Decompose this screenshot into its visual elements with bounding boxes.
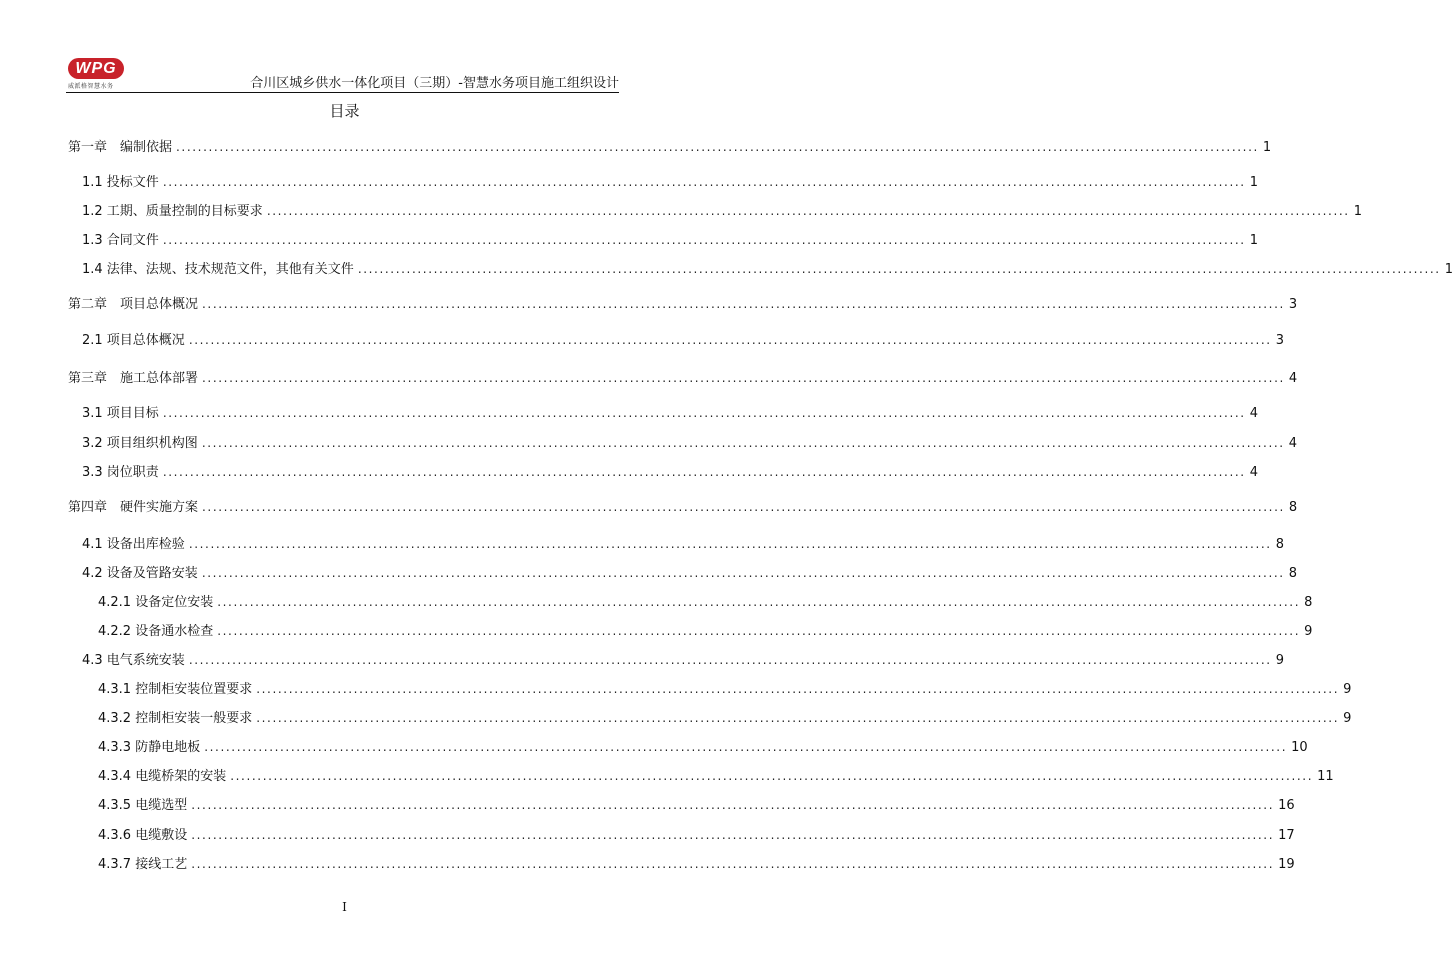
logo-subtext: 威派格智慧水务 <box>68 84 114 90</box>
toc-dot-leader: ........................................................................................................................................................................................................ <box>201 566 1285 580</box>
toc-entry-label: 4.3.4 电缆桥架的安装 <box>98 769 227 784</box>
toc-dot-leader: ........................................................................................................................................................................................................ <box>191 828 1275 842</box>
toc-entry[interactable] <box>82 434 1297 452</box>
toc-entry-page: 8 <box>1275 537 1284 552</box>
toc-entry-page: 8 <box>1288 500 1298 515</box>
toc-entry-page: 11 <box>1317 769 1334 784</box>
toc-dot-leader: ........................................................................................................................................................................................................ <box>202 297 1285 311</box>
toc-dot-leader: ........................................................................................................................................................................................................ <box>266 204 1350 218</box>
toc-entry-page: 9 <box>1343 711 1352 726</box>
toc-entry-label: 1.1 投标文件 <box>82 175 159 190</box>
toc-entry[interactable] <box>82 260 1453 278</box>
toc-entry-label: 第二章 项目总体概况 <box>68 297 199 312</box>
toc-entry-page: 1 <box>1262 140 1272 155</box>
toc-entry[interactable] <box>82 651 1284 669</box>
toc-entry[interactable] <box>82 331 1284 349</box>
toc-entry-label: 1.4 法律、法规、技术规范文件，其他有关文件 <box>82 262 354 277</box>
toc-dot-leader: ........................................................................................................................................................................................................ <box>188 653 1272 667</box>
toc-dot-leader: ........................................................................................................................................................................................................ <box>357 262 1441 276</box>
toc-entry-label: 4.3 电气系统安装 <box>82 653 185 668</box>
toc-dot-leader: ........................................................................................................................................................................................................ <box>202 371 1285 385</box>
toc-entry[interactable] <box>68 369 1298 387</box>
toc-entry-page: 1 <box>1353 204 1362 219</box>
toc-dot-leader: ........................................................................................................................................................................................................ <box>256 682 1340 696</box>
toc-entry-label: 4.3.6 电缆敷设 <box>98 828 188 843</box>
toc-entry[interactable] <box>98 738 1308 756</box>
toc-entry-label: 4.2.2 设备通水检查 <box>98 624 214 639</box>
toc-entry[interactable] <box>82 404 1258 422</box>
toc-entry[interactable] <box>98 622 1313 640</box>
toc-entry-label: 1.3 合同文件 <box>82 233 159 248</box>
toc-dot-leader: ........................................................................................................................................................................................................ <box>217 595 1301 609</box>
toc-entry[interactable] <box>98 767 1334 785</box>
toc-entry[interactable] <box>82 231 1258 249</box>
toc-entry-page: 4 <box>1288 436 1297 451</box>
toc-dot-leader: ........................................................................................................................................................................................................ <box>162 233 1246 247</box>
toc-dot-leader: ........................................................................................................................................................................................................ <box>191 798 1275 812</box>
toc-entry-label: 第四章 硬件实施方案 <box>68 500 199 515</box>
toc-dot-leader: ........................................................................................................................................................................................................ <box>230 769 1314 783</box>
toc-entry-page: 4 <box>1288 371 1298 386</box>
toc-entry-label: 4.3.7 接线工艺 <box>98 857 188 872</box>
toc-dot-leader: ........................................................................................................................................................................................................ <box>204 740 1288 754</box>
toc-entry-label: 4.3.1 控制柜安装位置要求 <box>98 682 253 697</box>
toc-entry[interactable] <box>98 855 1295 873</box>
toc-dot-leader: ........................................................................................................................................................................................................ <box>176 140 1259 154</box>
page-header <box>66 58 619 93</box>
toc-entry-page: 1 <box>1444 262 1453 277</box>
toc-entry-page: 1 <box>1249 233 1258 248</box>
toc-entry[interactable] <box>82 535 1284 553</box>
toc-entry-label: 4.2 设备及管路安装 <box>82 566 198 581</box>
toc-entry[interactable] <box>82 173 1258 191</box>
toc-entry-page: 17 <box>1278 828 1295 843</box>
toc-dot-leader: ........................................................................................................................................................................................................ <box>162 406 1246 420</box>
toc-dot-leader: ........................................................................................................................................................................................................ <box>201 436 1285 450</box>
toc-entry-label: 4.3.3 防静电地板 <box>98 740 201 755</box>
company-logo <box>68 58 128 90</box>
toc-entry-page: 9 <box>1304 624 1313 639</box>
toc-entry-page: 8 <box>1288 566 1297 581</box>
toc-dot-leader: ........................................................................................................................................................................................................ <box>188 537 1272 551</box>
toc-entry-page: 9 <box>1275 653 1284 668</box>
page-number: I <box>342 900 347 914</box>
toc-entry[interactable] <box>68 498 1298 516</box>
toc-entry-label: 3.2 项目组织机构图 <box>82 436 198 451</box>
toc-entry-label: 第三章 施工总体部署 <box>68 371 199 386</box>
toc-entry-page: 3 <box>1288 297 1298 312</box>
toc-entry[interactable] <box>98 709 1352 727</box>
toc-entry[interactable] <box>82 564 1297 582</box>
toc-title: 目录 <box>329 102 360 120</box>
toc-entry-label: 3.1 项目目标 <box>82 406 159 421</box>
toc-entry-page: 3 <box>1275 333 1284 348</box>
toc-entry-label: 1.2 工期、质量控制的目标要求 <box>82 204 263 219</box>
toc-dot-leader: ........................................................................................................................................................................................................ <box>202 500 1285 514</box>
toc-entry-label: 4.2.1 设备定位安装 <box>98 595 214 610</box>
toc-entry-label: 第一章 编制依据 <box>68 140 173 155</box>
toc-entry[interactable] <box>98 796 1295 814</box>
toc-entry[interactable] <box>98 826 1295 844</box>
toc-entry-label: 4.3.2 控制柜安装一般要求 <box>98 711 253 726</box>
toc-entry-page: 1 <box>1249 175 1258 190</box>
toc-entry-page: 4 <box>1249 406 1258 421</box>
toc-dot-leader: ........................................................................................................................................................................................................ <box>188 333 1272 347</box>
toc-entry-label: 4.3.5 电缆选型 <box>98 798 188 813</box>
toc-dot-leader: ........................................................................................................................................................................................................ <box>162 175 1246 189</box>
toc-entry[interactable] <box>68 138 1272 156</box>
toc-entry-label: 4.1 设备出库检验 <box>82 537 185 552</box>
toc-entry[interactable] <box>82 202 1362 220</box>
toc-dot-leader: ........................................................................................................................................................................................................ <box>217 624 1301 638</box>
toc-dot-leader: ........................................................................................................................................................................................................ <box>191 857 1275 871</box>
toc-dot-leader: ........................................................................................................................................................................................................ <box>256 711 1340 725</box>
toc-entry-page: 4 <box>1249 465 1258 480</box>
toc-entry[interactable] <box>98 593 1313 611</box>
toc-entry-label: 2.1 项目总体概况 <box>82 333 185 348</box>
toc-entry[interactable] <box>68 295 1298 313</box>
toc-entry-page: 19 <box>1278 857 1295 872</box>
toc-dot-leader: ........................................................................................................................................................................................................ <box>162 465 1246 479</box>
toc-entry-label: 3.3 岗位职责 <box>82 465 159 480</box>
toc-entry-page: 10 <box>1291 740 1308 755</box>
toc-entry[interactable] <box>82 463 1258 481</box>
toc-entry[interactable] <box>98 680 1352 698</box>
header-title: 合川区城乡供水一体化项目（三期）-智慧水务项目施工组织设计 <box>250 76 619 91</box>
toc-entry-page: 9 <box>1343 682 1352 697</box>
logo-mark: WPG <box>68 58 124 79</box>
toc-entry-page: 16 <box>1278 798 1295 813</box>
toc-entry-page: 8 <box>1304 595 1313 610</box>
